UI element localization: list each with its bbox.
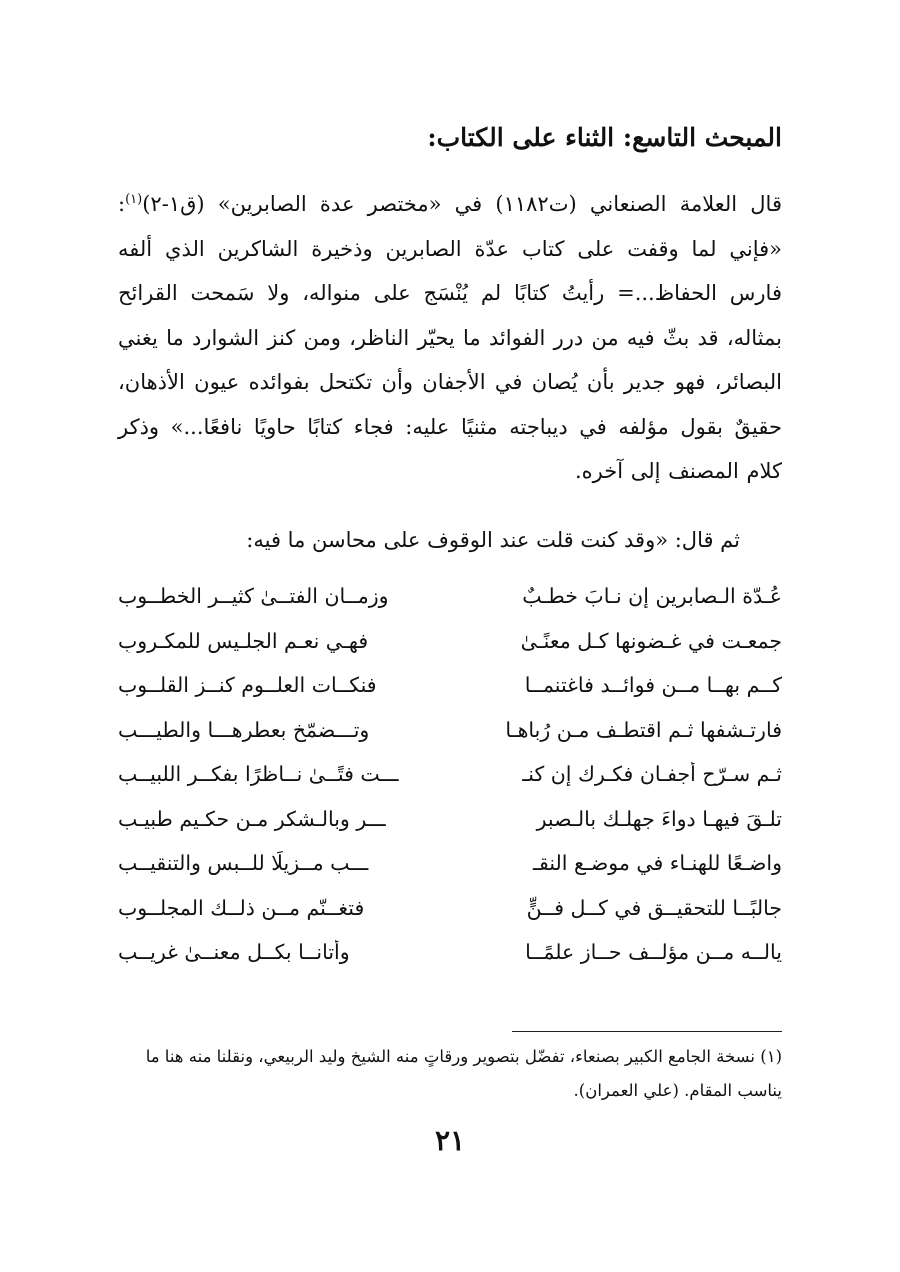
paragraph-opening: قال العلامة الصنعاني (ت١١٨٢) في «مختصر عدة الصابرين» (ق١-٢) — [142, 192, 782, 216]
verse-second-hemistich: وتـــضمّخ بعطرهـــا والطيـــب — [118, 717, 370, 742]
verse-line — [118, 841, 782, 886]
quote-paragraph — [118, 182, 782, 494]
footnote: (١) نسخة الجامع الكبير بصنعاء، تفضّل بتصوير ورقاتٍ منه الشيخ وليد الربيعي، ونقلنا منه هنا ما يناسب المقام. (علي العمران). — [145, 1047, 782, 1100]
page-number: ٢١ — [434, 1124, 466, 1157]
section-heading: المبحث التاسع: الثناء على الكتاب: — [427, 123, 782, 152]
verse-first-hemistich: فارتـشفها ثـم اقتطـف مـن رُباهـا — [505, 717, 782, 742]
verse-first-hemistich: ثـم سـرّح أجفـان فكـرك إن كنـ — [522, 762, 782, 787]
poem-verses — [118, 574, 782, 975]
verse-line — [118, 797, 782, 842]
verse-second-hemistich: وأتانــا بكــل معنــىٰ غريــب — [118, 940, 350, 965]
verse-first-hemistich: جالبًــا للتحقيــق في كــل فــنٍّ — [526, 895, 782, 920]
verse-line — [118, 574, 782, 619]
verse-first-hemistich: كــم بهــا مــن فوائــد فاغتنمــا — [524, 673, 782, 698]
verse-first-hemistich: تلـقَ فيهـا دواءَ جهلـك بالـصبر — [536, 806, 782, 831]
verse-line — [118, 930, 782, 975]
footnote-reference[interactable]: (١) — [125, 192, 143, 207]
verse-first-hemistich: جمعـت في غـضونها كـل معنًـىٰ — [520, 628, 782, 653]
verse-line — [118, 886, 782, 931]
verse-second-hemistich: ـــب مــزيلًا للــبس والتنقيــب — [118, 851, 369, 876]
verse-second-hemistich: فهـي نعـم الجلـيس للمكـروبِ — [118, 628, 369, 653]
verse-second-hemistich: فتغــنّم مــن ذلــك المجلــوب — [118, 895, 365, 920]
verse-line — [118, 619, 782, 664]
verse-line — [118, 708, 782, 753]
verse-first-hemistich: واضـعًا للهنـاء في موضـع النقـ — [532, 851, 782, 876]
footnote-separator — [512, 1031, 782, 1032]
verse-first-hemistich: عُـدّة الـصابرين إن نـابَ خطـبٌ — [522, 584, 782, 609]
verse-second-hemistich: ـــت فتًــىٰ نــاظرًا بفكــر اللبيــب — [118, 762, 399, 787]
verse-second-hemistich: وزمــان الفتــىٰ كثيــر الخطــوب — [118, 584, 389, 609]
paragraph-body: : «فإني لما وقفت على كتاب عدّة الصابرين وذخيرة الشاكرين الذي ألفه فارس الحفاظ...= رأيتُ كتابًا لم يُنْسَج على منواله، ولا سَمحت القرائح بمثاله، قد بثّ فيه من درر الفوائد ما يحيّر الناظر، ومن كنز الشوارد ما يغني البصائر، فهو جدير بأن يُصان في الأجفان وأن تكتحل بفوائده عيون الأذهان، حقيقٌ بقول مؤلفه في ديباجته مثنيًا عليه: فجاء كتابًا حاويًا نافعًا...» وذكر كلام المصنف إلى آخره. — [118, 192, 782, 483]
verse-line — [118, 663, 782, 708]
verse-second-hemistich: ـــر وبالـشكر مـن حكـيم طبيـب — [118, 806, 386, 831]
verse-first-hemistich: يالــه مــن مؤلــف حــاز علمًــا — [525, 940, 782, 965]
verse-second-hemistich: فنكــات العلــوم كنــز القلــوب — [118, 673, 377, 698]
poem-intro: ثم قال: «وقد كنت قلت عند الوقوف على محاسن ما فيه: — [246, 528, 740, 552]
verse-line — [118, 752, 782, 797]
